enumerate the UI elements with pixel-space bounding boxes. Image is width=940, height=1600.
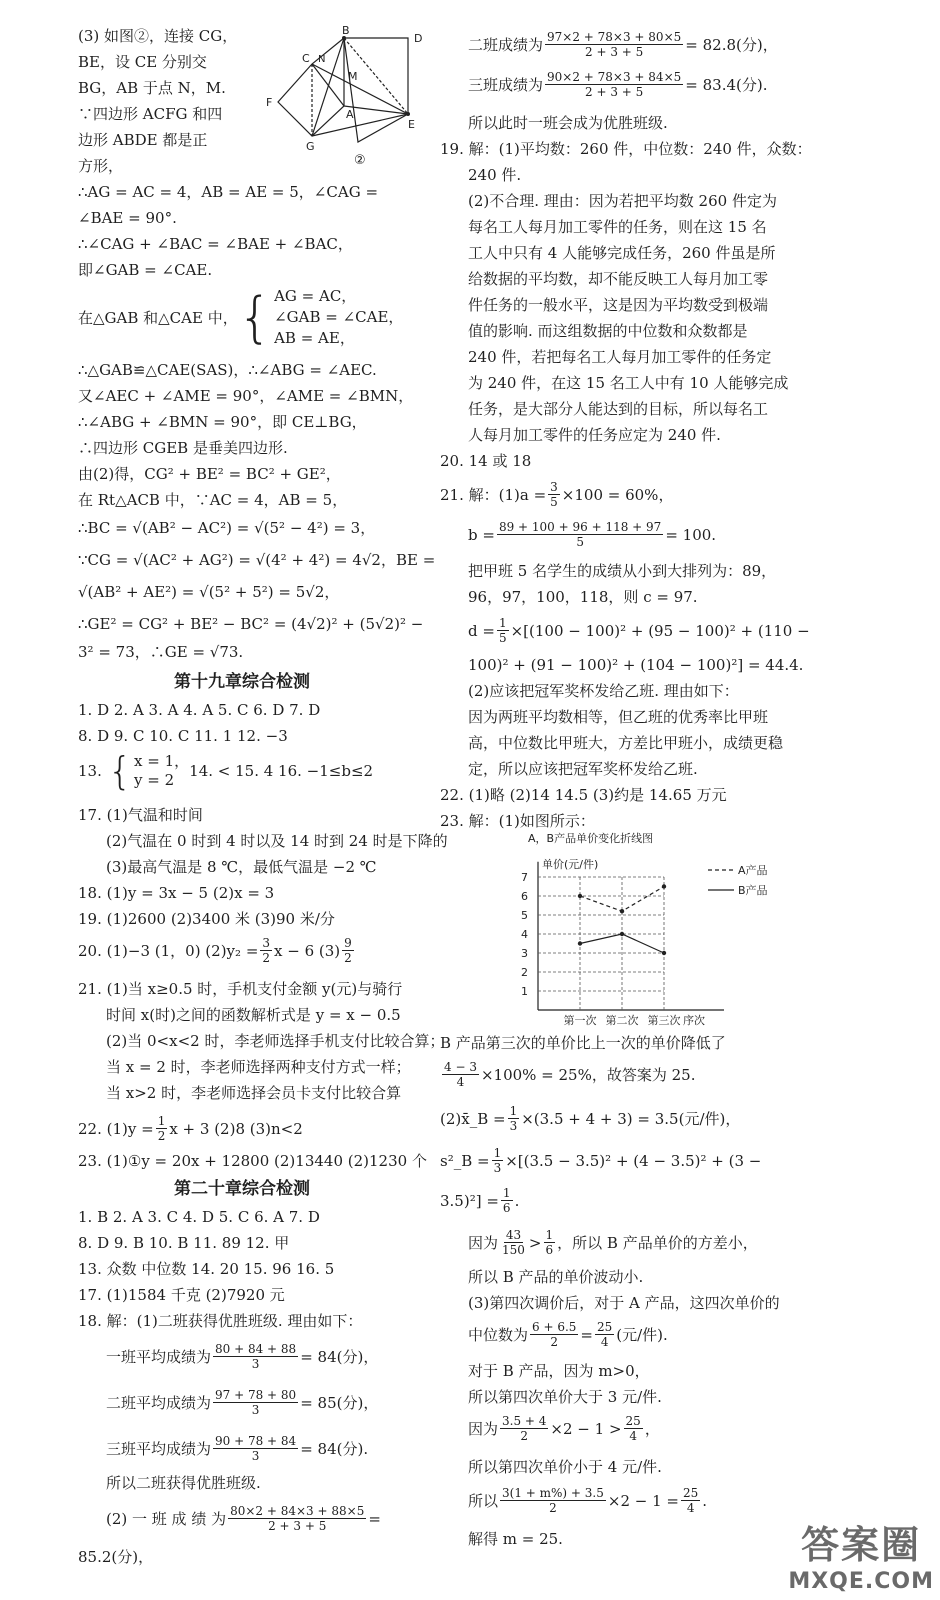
answer-line: 当 x = 2 时，李老师选择两种支付方式一样； — [106, 1058, 411, 1076]
text-line: ∴四边形 CGEB 是垂美四边形. — [78, 439, 288, 457]
text-line: ∴△GAB≌△CAE(SAS)，∴∠ABG = ∠AEC. — [78, 361, 377, 379]
text-line: (3) 如图②，连接 CG， — [78, 27, 238, 45]
y-tick-label: 3 — [521, 947, 528, 960]
text-segment: b = — [468, 525, 495, 544]
text-segment: ×2 − 1 = — [607, 1491, 679, 1510]
text-segment: = 84(分). — [300, 1439, 369, 1458]
answer-line: 工人中只有 4 人能够完成任务，260 件虽是所 — [468, 244, 776, 262]
answer-line — [440, 1186, 519, 1215]
answer-line: 当 x>2 时，李老师选择会员卡支付比较合算 — [106, 1084, 402, 1102]
answer-line: 为 240 件，在这 15 名工人中有 10 人能够完成 — [468, 374, 789, 392]
text-line: 方形， — [78, 157, 124, 175]
figure-label: ② — [354, 153, 366, 168]
answer-line — [78, 1388, 378, 1417]
y-tick-label: 4 — [521, 928, 528, 941]
x-tick-label: 第二次 — [605, 1014, 639, 1027]
answer-line: 定，所以应该把冠军奖杯发给乙班. — [468, 760, 698, 778]
text-segment: 因为 — [468, 1233, 499, 1252]
answer-line: (3)第四次调价后，对于 A 产品，这四次单价的 — [468, 1294, 780, 1312]
answer-line: (2)气温在 0 时到 4 时以及 14 时到 24 时是下降的 — [106, 832, 448, 850]
fraction: $\frac{1}{5}$ — [498, 616, 507, 645]
text-segment: ×[(100 − 100)² + (95 − 100)² + (110 − — [510, 621, 810, 640]
fraction: $\frac{90\times 2 + 78\times 3 + 84\times 5}{2 + 3 + 5}$ — [547, 70, 682, 99]
answer-line — [440, 1414, 660, 1443]
fraction: $\frac{4 - 3}{4}$ — [444, 1060, 477, 1089]
text-segment: = — [368, 1509, 381, 1528]
svg-text:N: N — [318, 54, 326, 65]
brace-line: ∠GAB = ∠CAE， — [274, 308, 404, 326]
answer-line — [440, 1104, 740, 1133]
answer-line — [78, 1114, 303, 1143]
answer-line: 8. D 9. B 10. B 11. 89 12. 甲 — [78, 1234, 290, 1252]
text-segment: = 85(分)， — [300, 1393, 379, 1412]
brace-line: AG = AC， — [274, 287, 357, 305]
data-point — [662, 951, 666, 955]
y-tick-label: 1 — [521, 985, 528, 998]
answer-line: 85.2(分)， — [78, 1548, 154, 1566]
brace-icon: { — [237, 285, 273, 349]
text-segment: (2)x̄_B = — [440, 1109, 506, 1128]
answer-line: (2)不合理. 理由：因为若把平均数 260 件定为 — [468, 192, 777, 210]
answer-line: 23. (1)①y = 20x + 12800 (2)13440 (2)1230 个 — [78, 1152, 427, 1170]
svg-text:E: E — [408, 118, 415, 131]
answer-line: 21. (1)当 x≥0.5 时，手机支付金额 y(元)与骑行 — [78, 980, 403, 998]
text-line: 又∠AEC + ∠AME = 90°，∠AME = ∠BMN， — [78, 387, 414, 405]
text-line: ∴BC = √(AB² − AC²) = √(5² − 4²) = 3， — [78, 519, 376, 537]
text-segment: = — [580, 1325, 593, 1344]
answer-line: 所以 B 产品的单价波动小. — [468, 1268, 644, 1286]
fraction: $\frac{9}{2}$ — [344, 936, 352, 965]
text-line: ∠BAE = 90°. — [78, 209, 177, 227]
fraction: $\frac{80 + 84 + 88}{3}$ — [215, 1342, 297, 1371]
answer-line: 19. (1)2600 (2)3400 米 (3)90 米/分 — [78, 910, 335, 928]
answer-line — [440, 616, 810, 645]
answer-line: 240 件，若把每名工人每月加工零件的任务定 — [468, 348, 772, 366]
answer-line: 17. (1)气温和时间 — [78, 806, 203, 824]
answer-line: 对于 B 产品，因为 m>0， — [468, 1362, 650, 1380]
fraction: $\frac{3(1 + m\%) + 3.5}{2}$ — [502, 1486, 604, 1515]
answer-line: 17. (1)1584 千克 (2)7920 元 — [78, 1286, 285, 1304]
fraction: $\frac{3}{5}$ — [550, 480, 558, 509]
answer-line: 240 件. — [468, 166, 522, 184]
fraction: $\frac{1}{3}$ — [493, 1146, 502, 1175]
text-segment: ×(3.5 + 4 + 3) = 3.5(元/件)， — [521, 1109, 741, 1128]
text-line: 边形 ABDE 都是正 — [78, 131, 208, 149]
section-heading: 第十九章综合检测 — [174, 672, 310, 692]
x-axis-end-label: 序次 — [683, 1014, 705, 1027]
text-segment: x − 6 (3) — [274, 941, 341, 960]
answer-line: 所以此时一班会成为优胜班级. — [468, 114, 668, 132]
answer-line: 18. 解：(1)二班获得优胜班级. 理由如下： — [78, 1312, 363, 1330]
text-segment: = 83.4(分). — [685, 75, 768, 94]
text-segment: s²_B = — [440, 1151, 490, 1170]
answer-line — [78, 1504, 381, 1533]
y-tick-label: 2 — [521, 966, 528, 979]
answer-line: 100)² + (91 − 100)² + (104 − 100)²] = 44.4. — [468, 656, 804, 674]
svg-text:B: B — [342, 24, 350, 37]
text-line: ∴GE² = CG² + BE² − BC² = (4√2)² + (5√2)² − — [78, 615, 424, 633]
text-segment: (元/件). — [616, 1325, 668, 1344]
fraction: $\frac{89 + 100 + 96 + 118 + 97}{5}$ — [498, 520, 662, 549]
text-segment: 二班成绩为 — [468, 35, 544, 54]
line-chart — [498, 830, 798, 1030]
text-line: ∴∠CAG + ∠BAC = ∠BAE + ∠BAC， — [78, 235, 353, 253]
answer-line: 件任务的一般水平，这是因为平均数受到极端 — [468, 296, 769, 314]
answer-line: (3)最高气温是 8 ℃，最低气温是 −2 ℃ — [106, 858, 377, 876]
fraction: $\frac{25}{4}$ — [683, 1486, 699, 1515]
text-line: 由(2)得，CG² + BE² = BC² + GE²， — [78, 465, 341, 483]
text-segment: ×100% = 25%，故答案为 25. — [480, 1065, 696, 1084]
answer-line — [440, 1060, 695, 1089]
text-segment: ×100 = 60%， — [561, 485, 674, 504]
answer-line: 时间 x(时)之间的函数解析式是 y = x − 0.5 — [106, 1006, 401, 1024]
svg-text:M: M — [348, 70, 358, 83]
y-tick-label: 6 — [521, 890, 528, 903]
text-segment: > — [528, 1233, 542, 1252]
answer-line — [440, 30, 778, 59]
answer-line: 1. B 2. A 3. C 4. D 5. C 6. A 7. D — [78, 1208, 320, 1226]
fraction: $\frac{3}{2}$ — [262, 936, 271, 965]
text-segment: 在△GAB 和△CAE 中， — [78, 308, 238, 327]
fraction: $\frac{25}{4}$ — [625, 1414, 641, 1443]
text-segment: 中位数为 — [468, 1325, 529, 1344]
text-line: 3² = 73，∴GE = √73. — [78, 643, 244, 661]
answer-line — [78, 1342, 378, 1371]
fraction: $\frac{97 + 78 + 80}{3}$ — [215, 1388, 297, 1417]
text-segment: x + 3 (2)8 (3)n<2 — [169, 1119, 303, 1138]
answer-line: 96，97，100，118，则 c = 97. — [468, 588, 698, 606]
text-segment: 所以 — [468, 1491, 499, 1510]
data-point — [578, 941, 582, 945]
answer-line: 任务，是大部分人能达到的目标，所以每名工 — [468, 400, 769, 418]
answer-line: 解得 m = 25. — [468, 1530, 563, 1548]
answer-line — [78, 749, 374, 793]
answer-line — [440, 1146, 761, 1175]
data-point — [620, 909, 624, 913]
answer-line — [440, 1486, 707, 1515]
answer-line: 所以第四次单价小于 4 元/件. — [468, 1458, 662, 1476]
answer-line — [440, 480, 673, 509]
fraction: $\frac{1}{6}$ — [545, 1228, 554, 1257]
fraction: $\frac{43}{150}$ — [502, 1228, 525, 1257]
answer-line: 人每月加工零件的任务应定为 240 件. — [468, 426, 721, 444]
y-tick-label: 7 — [521, 871, 528, 884]
text-segment: ，所以 B 产品单价的方差小， — [557, 1233, 758, 1252]
fraction: $\frac{80\times 2 + 84\times 3 + 88\times 5}{2 + 3 + 5}$ — [230, 1504, 365, 1533]
answer-line: (2)应该把冠军奖杯发给乙班. 理由如下： — [468, 682, 739, 700]
text-line: BG，AB 于点 N，M. — [78, 79, 226, 97]
watermark-site: MXQE.COM — [788, 1569, 934, 1594]
text-line: ∵四边形 ACFG 和四 — [78, 105, 223, 123]
y-axis-label: 单价(元/件) — [542, 857, 599, 871]
fraction: $\frac{97\times 2 + 78\times 3 + 80\times 5}{2 + 3 + 5}$ — [547, 30, 682, 59]
text-segment: ×[(3.5 − 3.5)² + (4 − 3.5)² + (3 − — [505, 1151, 762, 1170]
text-line: ∴∠ABG + ∠BMN = 90°，即 CE⊥BG， — [78, 413, 367, 431]
chart-title: A，B产品单价变化折线图 — [528, 832, 654, 845]
legend-label: A产品 — [738, 864, 768, 877]
text-segment: 三班成绩为 — [468, 75, 544, 94]
answer-line — [440, 520, 716, 549]
fraction: $\frac{90 + 78 + 84}{3}$ — [215, 1434, 297, 1463]
text-segment: 13. — [78, 762, 102, 780]
watermark-logo: 答案圈 — [801, 1523, 922, 1567]
brace-line: y = 2 — [134, 771, 175, 789]
answer-line — [78, 1434, 368, 1463]
svg-text:A: A — [346, 108, 354, 121]
answer-line: 每名工人每月加工零件的任务，则在这 15 名 — [468, 218, 767, 236]
svg-text:F: F — [266, 96, 273, 109]
x-tick-label: 第三次 — [647, 1014, 681, 1027]
text-segment: 20. (1)−3 (1，0) (2)y₂ = — [78, 941, 259, 960]
fraction: $\frac{6 + 6.5}{2}$ — [532, 1320, 577, 1349]
y-tick-label: 5 — [521, 909, 528, 922]
text-line: ∴AG = AC = 4，AB = AE = 5，∠CAG = — [78, 183, 379, 201]
text-segment: 21. 解：(1)a = — [440, 485, 547, 504]
brace-line: AB = AE， — [274, 329, 355, 347]
brace-line: x = 1， — [134, 752, 190, 770]
answer-line: 19. 解：(1)平均数：260 件，中位数：240 件，众数： — [440, 140, 812, 158]
answer-line: 把甲班 5 名学生的成绩从小到大排列为：89， — [468, 562, 777, 580]
text-line: 即∠GAB = ∠CAE. — [78, 261, 213, 279]
answer-line: 给数据的平均数，却不能反映工人每月加工零 — [468, 270, 769, 288]
text-segment: ， — [644, 1419, 660, 1438]
svg-text:C: C — [302, 52, 310, 65]
answer-line: 23. 解：(1)如图所示： — [440, 812, 595, 830]
text-segment: = 100. — [665, 525, 717, 544]
data-point — [620, 932, 624, 936]
answer-line: B 产品第三次的单价比上一次的单价降低了 — [440, 1034, 726, 1052]
data-point — [662, 884, 666, 888]
text-segment: 因为 — [468, 1419, 499, 1438]
text-segment: 一班平均成绩为 — [106, 1347, 212, 1366]
fraction: $\frac{1}{3}$ — [509, 1104, 518, 1133]
fraction: $\frac{1}{2}$ — [157, 1114, 166, 1143]
legend-label: B产品 — [738, 884, 768, 897]
answer-line: 18. (1)y = 3x − 5 (2)x = 3 — [78, 884, 275, 902]
answer-line: 22. (1)略 (2)14 14.5 (3)约是 14.65 万元 — [440, 786, 727, 804]
answer-line: 所以第四次单价大于 3 元/件. — [468, 1388, 662, 1406]
text-segment: 3.5)²] = — [440, 1191, 499, 1210]
answer-line: 高，中位数比甲班大，方差比甲班小，成绩更稳 — [468, 734, 784, 752]
brace-system — [78, 286, 403, 349]
text-segment: = 84(分)， — [300, 1347, 379, 1366]
answer-line: 因为两班平均数相等，但乙班的优秀率比甲班 — [468, 708, 769, 726]
text-line: √(AB² + AE²) = √(5² + 5²) = 5√2， — [78, 583, 340, 601]
text-line: BE，设 CE 分别交 — [78, 53, 207, 71]
x-tick-label: 第一次 — [563, 1014, 597, 1027]
fraction: $\frac{3.5 + 4}{2}$ — [502, 1414, 547, 1443]
fraction: $\frac{25}{4}$ — [597, 1320, 613, 1349]
answer-line — [440, 1228, 758, 1257]
svg-text:G: G — [306, 140, 315, 153]
answer-line: 1. D 2. A 3. A 4. A 5. C 6. D 7. D — [78, 701, 321, 719]
section-heading: 第二十章综合检测 — [174, 1179, 310, 1199]
data-point — [578, 894, 582, 898]
text-segment: d = — [468, 621, 495, 640]
brace-icon: { — [107, 749, 133, 793]
text-segment: 二班平均成绩为 — [106, 1393, 212, 1412]
svg-text:D: D — [414, 32, 423, 45]
answer-line — [440, 1320, 668, 1349]
answer-line: 20. 14 或 18 — [440, 452, 532, 470]
answer-line: (2)当 0<x<2 时，李老师选择手机支付比较合算； — [106, 1032, 445, 1050]
answer-line: 值的影响. 而这组数据的中位数和众数都是 — [468, 322, 748, 340]
text-segment: . — [702, 1491, 708, 1510]
watermark — [788, 1514, 934, 1594]
text-segment: = 82.8(分)， — [685, 35, 778, 54]
text-segment: 14. < 15. 4 16. −1≤b≤2 — [189, 762, 374, 780]
answer-line — [78, 936, 356, 965]
text-segment: 三班平均成绩为 — [106, 1439, 212, 1458]
answer-line: 8. D 9. C 10. C 11. 1 12. −3 — [78, 727, 288, 745]
geometry-figure-2 — [258, 24, 428, 174]
text-line: 在 Rt△ACB 中，∵AC = 4，AB = 5， — [78, 491, 348, 509]
text-line: ∵CG = √(AC² + AG²) = √(4² + 4²) = 4√2，BE = — [78, 551, 436, 569]
text-segment: . — [514, 1191, 520, 1210]
text-segment: (2) 一 班 成 绩 为 — [106, 1509, 227, 1528]
answer-line — [440, 70, 767, 99]
answer-line: 所以二班获得优胜班级. — [106, 1474, 261, 1492]
text-segment: 22. (1)y = — [78, 1119, 154, 1138]
text-segment: ×2 − 1 > — [550, 1419, 622, 1438]
answer-line: 13. 众数 中位数 14. 20 15. 96 16. 5 — [78, 1260, 335, 1278]
fraction: $\frac{1}{6}$ — [502, 1186, 511, 1215]
